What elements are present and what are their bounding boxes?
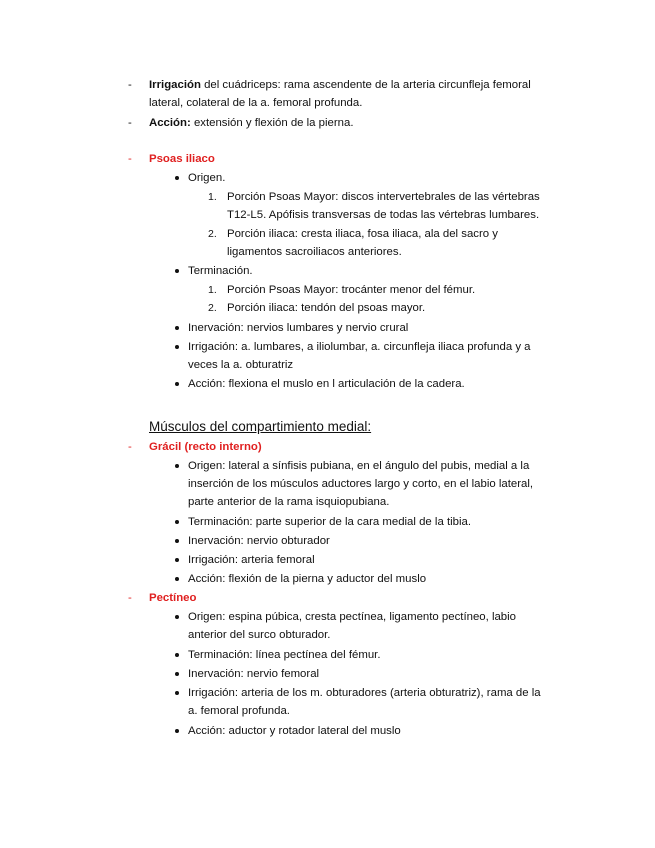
psoas-origin-item-1: Porción Psoas Mayor: discos intervertebrales de las vértebras [227, 191, 540, 203]
gracil-origin: Origen: lateral a sínfisis pubiana, en el ángulo del pubis, medial a la [188, 460, 530, 472]
irrigation-continuation: lateral, colateral de la a. femoral profunda. [149, 97, 363, 109]
action-label: Acción: [149, 117, 191, 129]
bullet [175, 345, 179, 349]
gracil-action: Acción: flexión de la pierna y aductor del muslo [188, 573, 427, 585]
gracil-innervation: Inervación: nervio obturador [188, 535, 330, 547]
irrigation-text: del cuádriceps: rama ascendente de la arteria circunfleja femoral [200, 79, 531, 91]
pectineo-action: Acción: aductor y rotador lateral del muslo [188, 725, 401, 737]
gracil-origin-cont-2: parte anterior de la rama isquiopubiana. [188, 496, 390, 508]
psoas-term-item-1: Porción Psoas Mayor: trocánter menor del fémur. [227, 284, 476, 296]
pectineo-irrigation: Irrigación: arteria de los m. obturadores (arteria obturatriz), rama de la [188, 687, 541, 699]
psoas-irrigation-cont: veces la a. obturatriz [188, 359, 294, 371]
list-dash: - [128, 79, 132, 91]
psoas-termination: Terminación. [188, 265, 253, 277]
bullet [175, 729, 179, 733]
list-dash: - [128, 441, 132, 453]
gracil-origin-cont-1: inserción de los músculos aductores largo y corto, en el labio lateral, [188, 478, 534, 490]
pectineo-innervation: Inervación: nervio femoral [188, 668, 320, 680]
item-number: 1. [208, 191, 217, 203]
psoas-action: Acción: flexiona el muslo en l articulación de la cadera. [188, 378, 465, 390]
psoas-title: Psoas iliaco [149, 153, 215, 165]
bullet [175, 539, 179, 543]
bullet [175, 558, 179, 562]
bullet [175, 176, 179, 180]
bullet [175, 653, 179, 657]
bullet [175, 691, 179, 695]
list-dash: - [128, 117, 132, 129]
pectineo-irrigation-cont: a. femoral profunda. [188, 705, 290, 717]
bullet [175, 464, 179, 468]
psoas-origin-item-2-cont: ligamentos sacroiliacos anteriores. [227, 246, 402, 258]
bullet [175, 269, 179, 273]
psoas-innervation: Inervación: nervios lumbares y nervio crural [188, 322, 409, 334]
action-text: extensión y flexión de la pierna. [190, 117, 354, 129]
pectineo-origin: Origen: espina púbica, cresta pectínea, ligamento pectíneo, labio [188, 611, 517, 623]
psoas-irrigation: Irrigación: a. lumbares, a iliolumbar, a. circunfleja iliaca profunda y a [188, 341, 531, 353]
psoas-term-item-2: Porción iliaca: tendón del psoas mayor. [227, 302, 426, 314]
psoas-origin: Origen. [188, 172, 226, 184]
list-dash: - [128, 592, 132, 604]
pectineo-origin-cont: anterior del surco obturador. [188, 629, 331, 641]
gracil-termination: Terminación: parte superior de la cara medial de la tibia. [188, 516, 472, 528]
item-number: 2. [208, 228, 217, 240]
action-line [149, 115, 354, 131]
item-number: 1. [208, 284, 217, 296]
bullet [175, 672, 179, 676]
bullet [175, 577, 179, 581]
bullet [175, 520, 179, 524]
bullet [175, 326, 179, 330]
bullet [175, 615, 179, 619]
psoas-origin-item-1-cont: T12-L5. Apófisis transversas de todas las vértebras lumbares. [227, 209, 540, 221]
irrigation-label: Irrigación [149, 79, 201, 91]
bullet [175, 382, 179, 386]
item-number: 2. [208, 302, 217, 314]
list-dash: - [128, 153, 132, 165]
gracil-irrigation: Irrigación: arteria femoral [188, 554, 315, 566]
section-heading: Músculos del compartimiento medial: [149, 419, 372, 434]
psoas-origin-item-2: Porción iliaca: cresta iliaca, fosa iliaca, ala del sacro y [227, 228, 498, 240]
pectineo-title: Pectíneo [149, 592, 197, 604]
irrigation-line [149, 77, 531, 93]
gracil-title: Grácil (recto interno) [149, 441, 262, 453]
pectineo-termination: Terminación: línea pectínea del fémur. [188, 649, 381, 661]
